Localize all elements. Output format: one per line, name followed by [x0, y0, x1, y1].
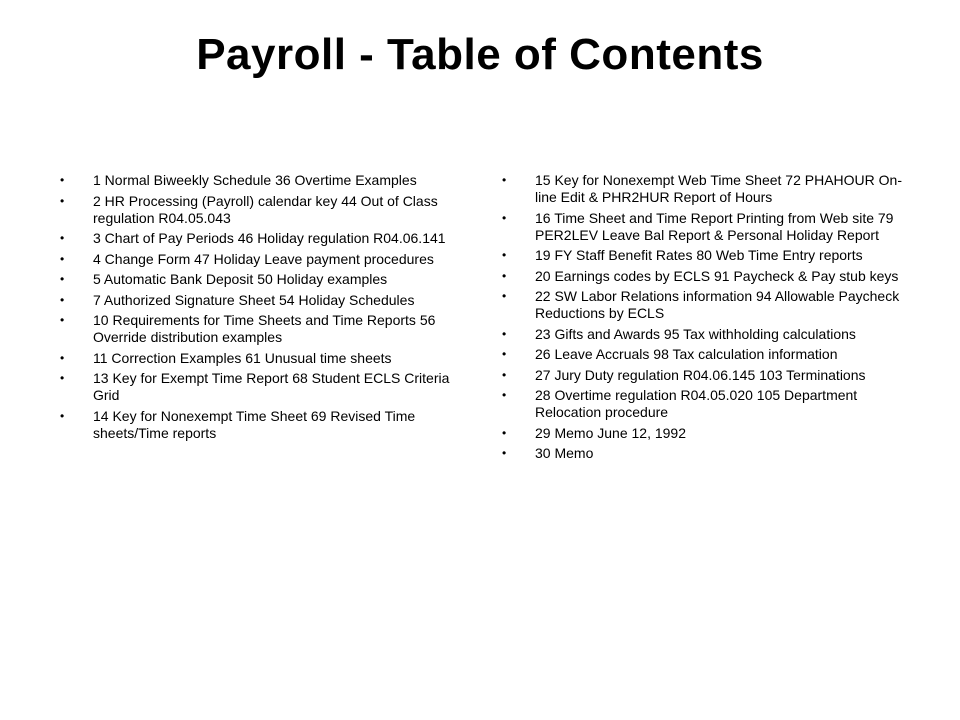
list-item-text: 5 Automatic Bank Deposit 50 Holiday examples — [93, 271, 388, 287]
list-item — [502, 326, 907, 343]
list-item — [60, 370, 460, 404]
list-item — [502, 210, 907, 244]
list-item-text: 10 Requirements for Time Sheets and Time Reports 56 Override distribution examples — [93, 312, 436, 345]
list-item — [60, 230, 460, 247]
list-item-text: 19 FY Staff Benefit Rates 80 Web Time Entry reports — [535, 247, 863, 263]
list-item — [502, 367, 907, 384]
list-item — [502, 268, 907, 285]
bullet-icon: • — [502, 347, 507, 361]
page-title: Payroll - Table of Contents — [196, 30, 764, 79]
list-item — [502, 247, 907, 264]
list-item — [60, 312, 460, 346]
bullet-icon: • — [502, 425, 507, 440]
list-item-text: 15 Key for Nonexempt Web Time Sheet 72 PHAHOUR On-line Edit & PHR2HUR Report of Hours — [535, 172, 903, 205]
list-item — [502, 387, 907, 421]
bullet-icon: • — [60, 231, 65, 245]
list-item-text: 20 Earnings codes by ECLS 91 Paycheck & Pay stub keys — [535, 267, 899, 284]
bullet-icon: • — [502, 248, 507, 262]
list-item — [502, 172, 907, 206]
list-item — [60, 408, 460, 442]
bullet-icon: • — [60, 408, 65, 423]
list-item-text: 23 Gifts and Awards 95 Tax withholding calculations — [535, 325, 856, 342]
bullet-icon: • — [60, 193, 65, 208]
bullet-icon: • — [60, 173, 65, 187]
list-item — [502, 288, 907, 322]
list-item-text: 27 Jury Duty regulation R04.06.145 103 Terminations — [535, 366, 866, 383]
list-item-text: 26 Leave Accruals 98 Tax calculation information — [535, 346, 838, 362]
bullet-icon: • — [60, 292, 65, 307]
list-item-text: 3 Chart of Pay Periods 46 Holiday regulation R04.06.141 — [93, 230, 446, 246]
bullet-icon: • — [502, 388, 507, 402]
bullet-icon: • — [60, 371, 65, 385]
bullet-icon: • — [60, 272, 65, 286]
toc-right-column — [502, 172, 907, 466]
bullet-icon: • — [60, 350, 65, 365]
list-item-text: 13 Key for Exempt Time Report 68 Student ECLS Criteria Grid — [93, 370, 450, 403]
list-item-text: 14 Key for Nonexempt Time Sheet 69 Revised Time sheets/Time reports — [93, 407, 416, 441]
list-item-text: 11 Correction Examples 61 Unusual time sheets — [93, 349, 392, 366]
list-item — [60, 193, 460, 227]
list-item-text: 30 Memo — [535, 445, 594, 461]
bullet-icon: • — [502, 367, 507, 382]
list-item-text: 1 Normal Biweekly Schedule 36 Overtime Examples — [93, 172, 417, 188]
bullet-icon: • — [502, 210, 507, 225]
toc-left-column — [60, 172, 460, 445]
list-item — [60, 251, 460, 268]
list-item-text: 4 Change Form 47 Holiday Leave payment procedures — [93, 250, 434, 267]
list-item — [60, 271, 460, 288]
list-item-text: 29 Memo June 12, 1992 — [535, 424, 686, 441]
list-item-text: 2 HR Processing (Payroll) calendar key 44 Out of Class regulation R04.05.043 — [93, 192, 438, 226]
list-item — [60, 350, 460, 367]
bullet-icon: • — [502, 289, 507, 303]
list-item — [60, 292, 460, 309]
bullet-icon: • — [502, 268, 507, 283]
bullet-icon: • — [502, 446, 507, 460]
list-item-text: 16 Time Sheet and Time Report Printing from Web site 79 PER2LEV Leave Bal Report & Personal Holiday Report — [535, 209, 894, 243]
list-item-text: 22 SW Labor Relations information 94 Allowable Paycheck Reductions by ECLS — [535, 288, 900, 321]
list-item-text: 28 Overtime regulation R04.05.020 105 Department Relocation procedure — [535, 387, 858, 420]
bullet-icon: • — [60, 313, 65, 327]
bullet-icon: • — [502, 173, 507, 187]
list-item — [502, 445, 907, 462]
list-item-text: 7 Authorized Signature Sheet 54 Holiday Schedules — [93, 291, 415, 308]
bullet-icon: • — [502, 326, 507, 341]
list-item — [502, 346, 907, 363]
list-item — [60, 172, 460, 189]
list-item — [502, 425, 907, 442]
bullet-icon: • — [60, 251, 65, 266]
